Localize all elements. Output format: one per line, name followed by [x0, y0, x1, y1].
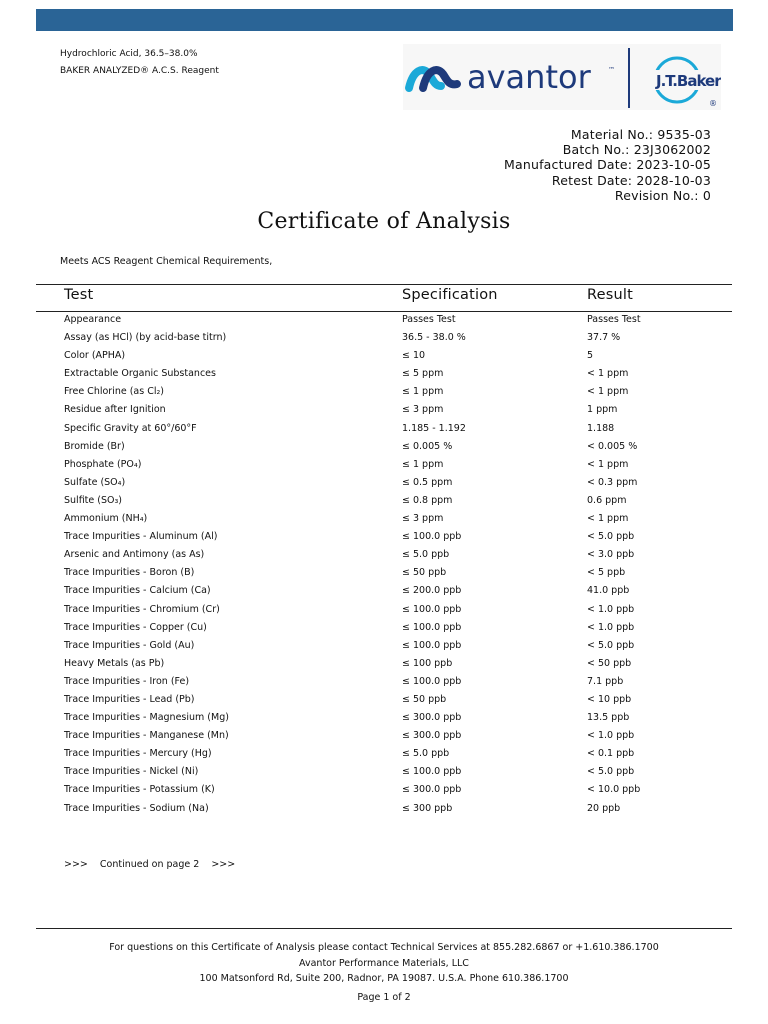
- footer-contact: For questions on this Certificate of Analysis please contact Technical Services at 855.282.6867 or +1.610.386.1700: [109, 942, 659, 953]
- cell-specification: ≤ 1 ppm: [402, 458, 444, 470]
- cell-specification: ≤ 1 ppm: [402, 386, 444, 398]
- avantor-jtbaker-logo: [403, 44, 721, 110]
- cell-result: < 50 ppb: [587, 657, 632, 669]
- table-row: [0, 691, 768, 709]
- product-info: [60, 46, 219, 80]
- continued-marker-left: >>>: [64, 859, 88, 870]
- page-number: Page 1 of 2: [357, 992, 411, 1003]
- cell-specification: ≤ 3 ppm: [402, 513, 444, 525]
- cell-specification: Passes Test: [402, 314, 456, 325]
- table-row: [0, 311, 768, 329]
- cell-test: Arsenic and Antimony (as As): [64, 549, 205, 561]
- retest-date: Retest Date: 2028-10-03: [551, 172, 711, 188]
- column-header-result: Result: [587, 287, 634, 303]
- cell-specification: ≤ 100.0 ppb: [402, 639, 462, 651]
- cell-result: < 3.0 ppb: [587, 549, 635, 561]
- cell-result: < 0.1 ppb: [587, 748, 635, 760]
- table-row: [0, 474, 768, 492]
- batch-number: Batch No.: 23J3062002: [562, 142, 711, 158]
- table-row: [0, 420, 768, 438]
- product-grade: BAKER ANALYZED® A.C.S. Reagent: [60, 66, 219, 76]
- cell-result: 1.188: [587, 422, 615, 434]
- cell-result: < 5.0 ppb: [587, 766, 635, 778]
- table-row: [0, 510, 768, 528]
- table-row: [0, 582, 768, 600]
- table-row: [0, 619, 768, 637]
- manufactured-date: Manufactured Date: 2023-10-05: [503, 157, 711, 173]
- cell-test: Trace Impurities - Gold (Au): [64, 639, 195, 651]
- cell-test: Specific Gravity at 60°/60°F: [64, 422, 197, 434]
- cell-specification: ≤ 300.0 ppb: [402, 712, 462, 724]
- table-row: [0, 637, 768, 655]
- document-title: Certificate of Analysis: [257, 209, 511, 234]
- results-table-body: [0, 311, 768, 818]
- cell-specification: ≤ 0.8 ppm: [402, 494, 453, 506]
- cell-specification: ≤ 300.0 ppb: [402, 784, 462, 796]
- table-row: [0, 546, 768, 564]
- cell-result: < 1.0 ppb: [587, 603, 635, 615]
- cell-result: 5: [587, 350, 594, 362]
- cell-result: < 5.0 ppb: [587, 531, 635, 543]
- table-row: [0, 456, 768, 474]
- cell-test: Extractable Organic Substances: [64, 368, 216, 380]
- column-header-specification: Specification: [402, 287, 498, 303]
- cell-test: Assay (as HCl) (by acid-base titrn): [64, 332, 227, 344]
- cell-result: < 1 ppm: [587, 368, 629, 380]
- cell-result: < 0.3 ppm: [587, 476, 638, 488]
- table-row: [0, 347, 768, 365]
- cell-result: 41.0 ppb: [587, 585, 630, 597]
- compliance-statement: Meets ACS Reagent Chemical Requirements,: [60, 256, 273, 267]
- cell-test: Sulfate (SO₄): [64, 476, 126, 488]
- batch-metadata: [504, 127, 711, 203]
- cell-result: < 1.0 ppb: [587, 621, 635, 633]
- table-row: [0, 673, 768, 691]
- cell-specification: ≤ 100.0 ppb: [402, 621, 462, 633]
- brand-tm: ™: [608, 66, 615, 74]
- cell-test: Trace Impurities - Sodium (Na): [64, 802, 209, 814]
- cell-test: Trace Impurities - Manganese (Mn): [64, 730, 229, 742]
- cell-test: Bromide (Br): [64, 440, 125, 452]
- cell-result: < 5 ppb: [587, 567, 626, 579]
- company-logo: [403, 44, 721, 110]
- cell-test: Trace Impurities - Magnesium (Mg): [64, 712, 229, 724]
- cell-test: Trace Impurities - Mercury (Hg): [64, 748, 212, 760]
- cell-result: < 1 ppm: [587, 513, 629, 525]
- cell-test: Trace Impurities - Potassium (K): [64, 784, 215, 796]
- material-number: Material No.: 9535-03: [570, 127, 711, 142]
- cell-test: Free Chlorine (as Cl₂): [64, 386, 165, 398]
- cell-result: < 5.0 ppb: [587, 639, 635, 651]
- cell-test: Color (APHA): [64, 350, 126, 362]
- cell-specification: ≤ 50 ppb: [402, 567, 447, 579]
- cell-result: 7.1 ppb: [587, 675, 624, 687]
- cell-test: Appearance: [64, 314, 122, 325]
- cell-result: < 0.005 %: [587, 440, 638, 452]
- table-row: [0, 564, 768, 582]
- cell-result: < 10 ppb: [587, 693, 632, 705]
- cell-specification: ≤ 200.0 ppb: [402, 585, 462, 597]
- cell-result: 13.5 ppb: [587, 712, 630, 724]
- product-name: Hydrochloric Acid, 36.5–38.0%: [60, 49, 198, 59]
- table-row: [0, 492, 768, 510]
- column-header-test: Test: [64, 287, 94, 303]
- cell-specification: ≤ 5.0 ppb: [402, 549, 450, 561]
- footer-address: 100 Matsonford Rd, Suite 200, Radnor, PA 19087. U.S.A. Phone 610.386.1700: [199, 973, 569, 984]
- table-row: [0, 383, 768, 401]
- table-row: [0, 727, 768, 745]
- cell-test: Trace Impurities - Iron (Fe): [64, 675, 190, 687]
- cell-test: Trace Impurities - Chromium (Cr): [64, 603, 220, 615]
- cell-specification: ≤ 3 ppm: [402, 404, 444, 416]
- cell-test: Trace Impurities - Copper (Cu): [64, 621, 207, 633]
- table-row: [0, 781, 768, 799]
- continued-marker-right: >>>: [211, 859, 236, 870]
- cell-result: 1 ppm: [587, 404, 618, 416]
- cell-result: Passes Test: [587, 314, 641, 325]
- cell-result: < 1 ppm: [587, 386, 629, 398]
- partner-wordmark: J.T.Baker: [656, 72, 721, 90]
- cell-test: Ammonium (NH₄): [64, 513, 148, 525]
- registered-mark: ®: [709, 99, 717, 108]
- table-row: [0, 528, 768, 546]
- table-row: [0, 655, 768, 673]
- cell-specification: ≤ 5 ppm: [402, 368, 444, 380]
- cell-specification: ≤ 300.0 ppb: [402, 730, 462, 742]
- cell-test: Trace Impurities - Aluminum (Al): [64, 531, 218, 543]
- table-row: [0, 763, 768, 781]
- table-header: [36, 284, 732, 312]
- brand-wordmark: avantor: [467, 58, 591, 96]
- table-row: [0, 709, 768, 727]
- continued-notice: [64, 859, 235, 870]
- cell-specification: 1.185 - 1.192: [402, 422, 466, 434]
- table-row: [0, 745, 768, 763]
- cell-specification: ≤ 10: [402, 350, 426, 362]
- table-row: [0, 329, 768, 347]
- cell-result: < 1.0 ppb: [587, 730, 635, 742]
- cell-test: Residue after Ignition: [64, 404, 166, 416]
- cell-specification: ≤ 100.0 ppb: [402, 766, 462, 778]
- cell-specification: ≤ 100.0 ppb: [402, 675, 462, 687]
- cell-test: Trace Impurities - Calcium (Ca): [64, 585, 211, 597]
- footer-company: Avantor Performance Materials, LLC: [299, 957, 469, 969]
- table-row: [0, 401, 768, 419]
- cell-specification: ≤ 0.5 ppm: [402, 476, 453, 488]
- cell-test: Heavy Metals (as Pb): [64, 657, 165, 669]
- cell-test: Phosphate (PO₄): [64, 458, 142, 470]
- cell-result: < 1 ppm: [587, 458, 629, 470]
- cell-specification: ≤ 5.0 ppb: [402, 748, 450, 760]
- cell-test: Trace Impurities - Nickel (Ni): [64, 766, 199, 778]
- cell-result: 0.6 ppm: [587, 494, 627, 506]
- cell-specification: ≤ 300 ppb: [402, 802, 453, 814]
- cell-result: 37.7 %: [587, 332, 621, 344]
- header-color-bar: [36, 9, 733, 31]
- table-row: [0, 601, 768, 619]
- cell-specification: ≤ 100.0 ppb: [402, 531, 462, 543]
- revision-number: Revision No.: 0: [614, 187, 711, 203]
- continued-text: Continued on page 2: [99, 859, 200, 870]
- cell-specification: ≤ 0.005 %: [402, 440, 453, 452]
- table-row: [0, 438, 768, 456]
- cell-specification: ≤ 50 ppb: [402, 693, 447, 705]
- footer-divider: [36, 928, 732, 929]
- cell-test: Trace Impurities - Boron (B): [64, 567, 195, 579]
- cell-specification: 36.5 - 38.0 %: [402, 332, 466, 344]
- cell-test: Sulfite (SO₃): [64, 494, 122, 506]
- footer: [0, 940, 768, 987]
- cell-test: Trace Impurities - Lead (Pb): [64, 693, 195, 705]
- cell-specification: ≤ 100 ppb: [402, 657, 453, 669]
- table-row: [0, 800, 768, 818]
- cell-result: < 10.0 ppb: [587, 784, 641, 796]
- cell-specification: ≤ 100.0 ppb: [402, 603, 462, 615]
- cell-result: 20 ppb: [587, 802, 621, 814]
- table-row: [0, 365, 768, 383]
